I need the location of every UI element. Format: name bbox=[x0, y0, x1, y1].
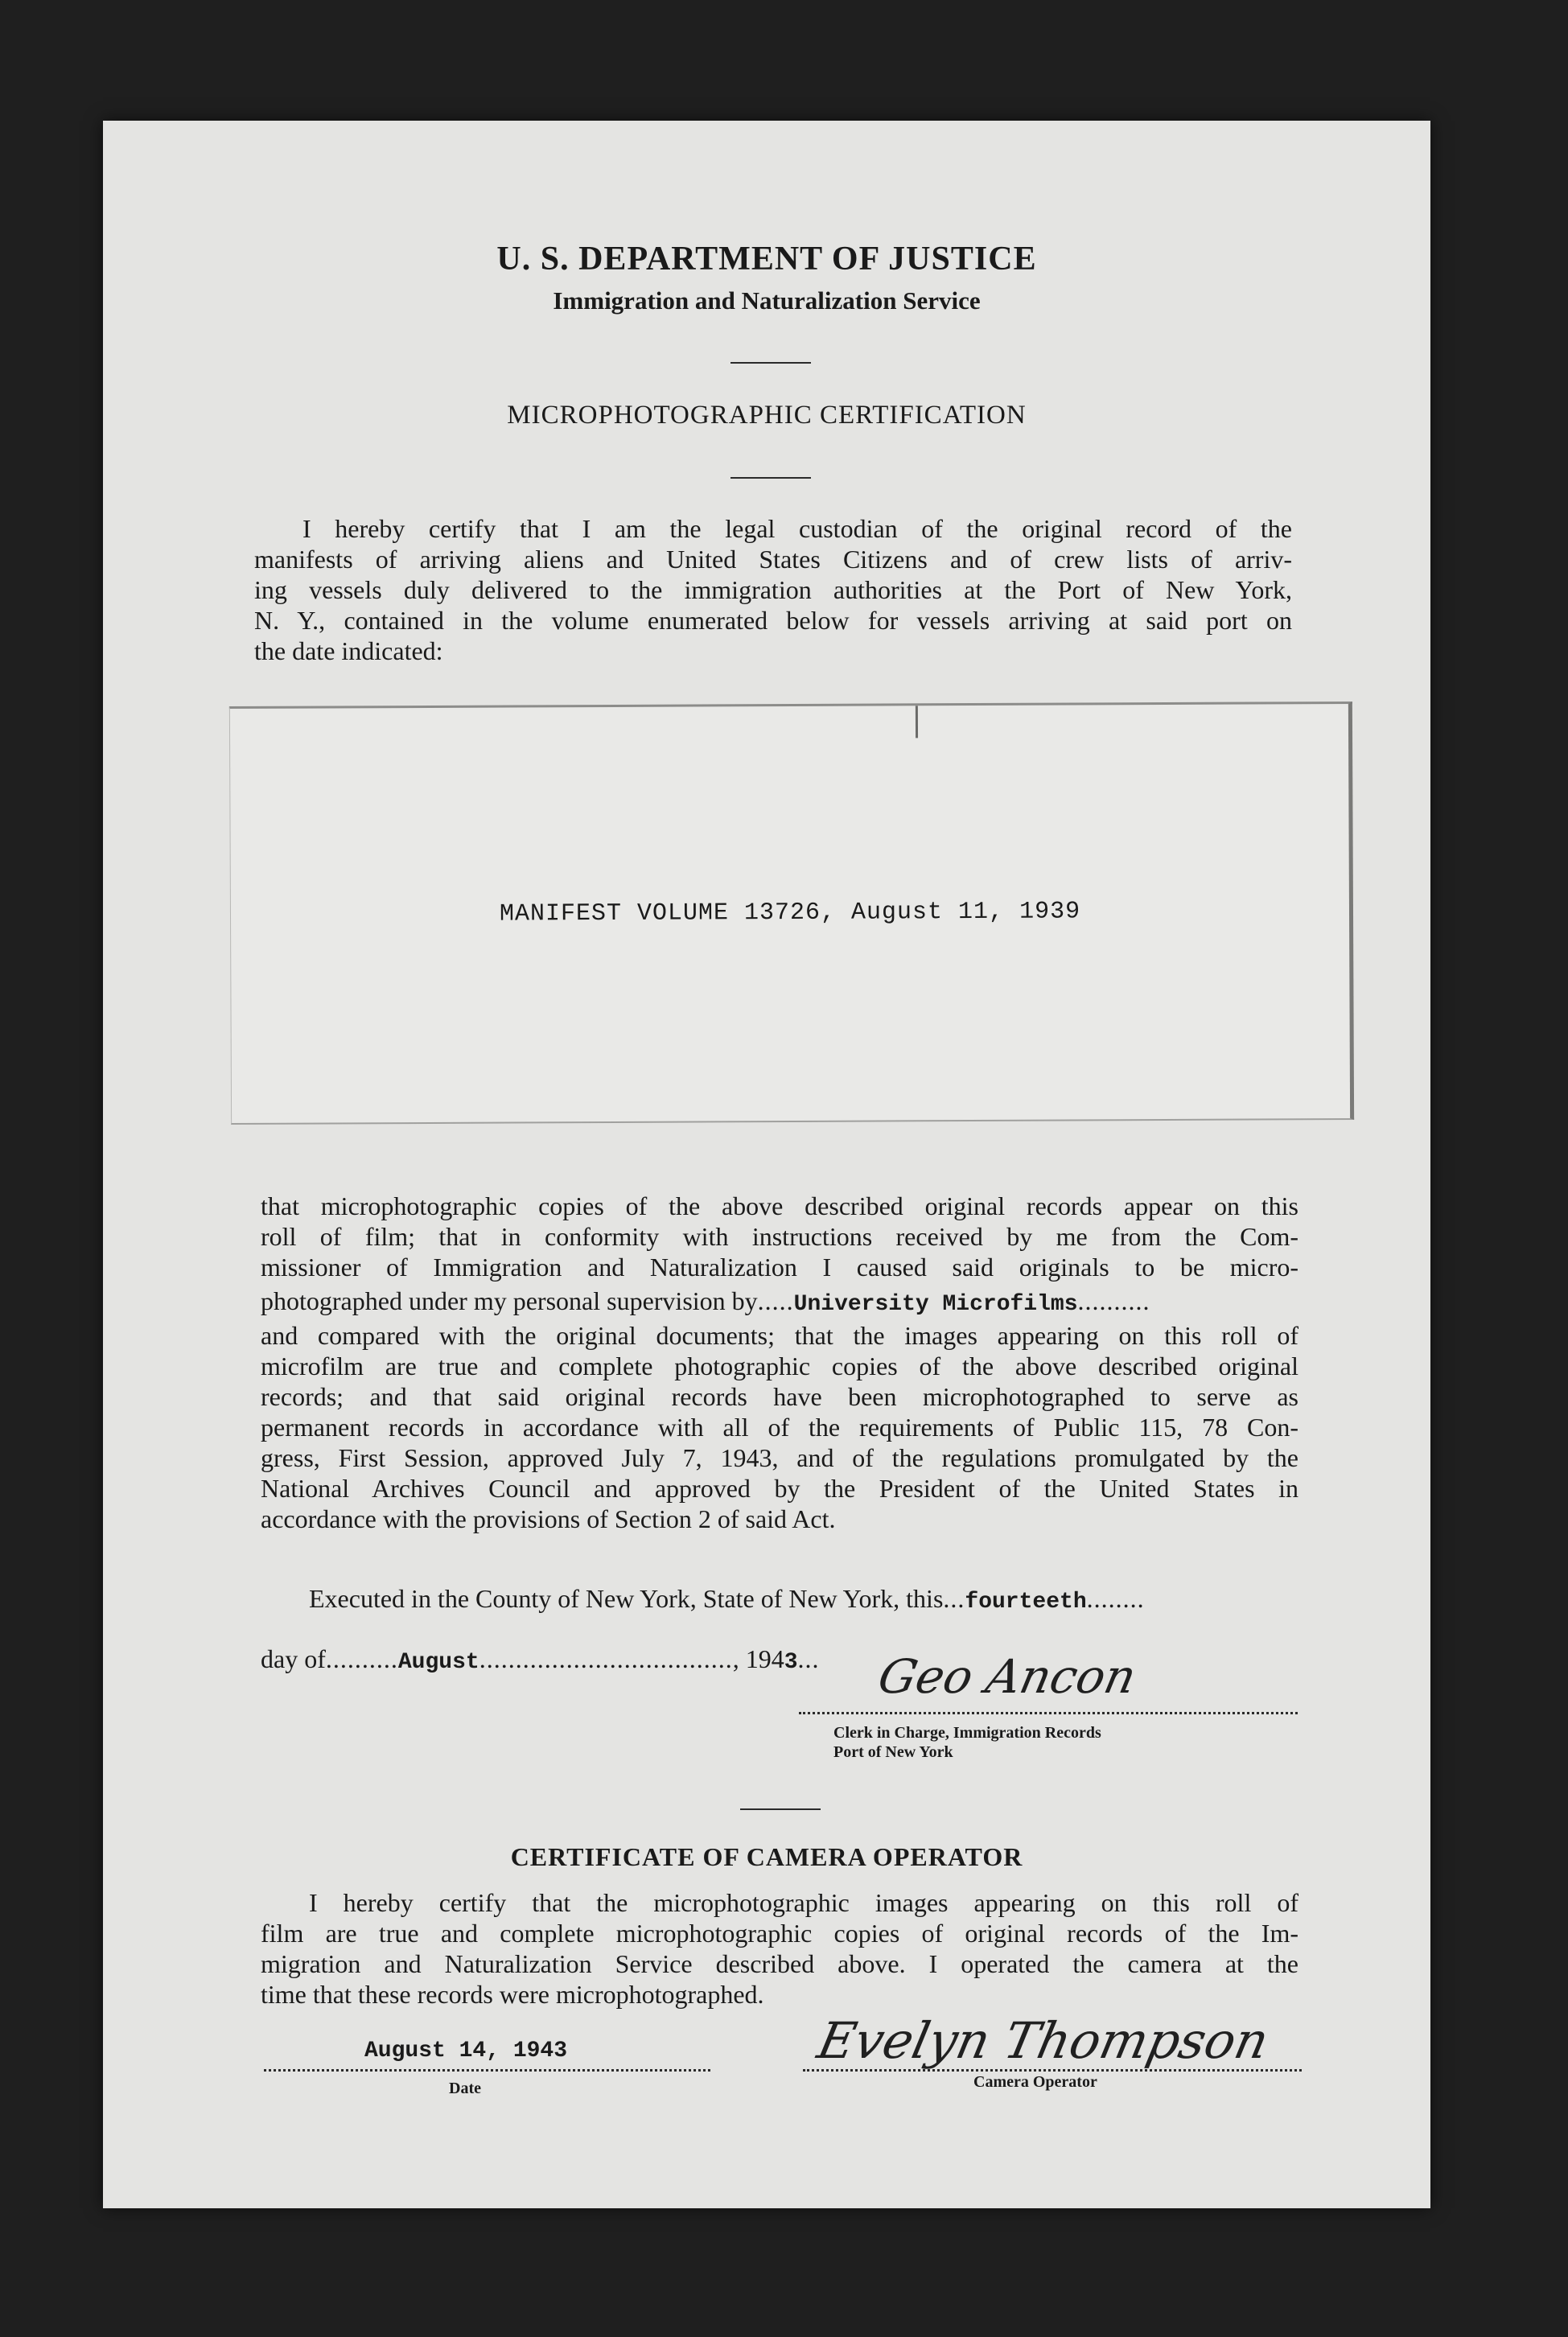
operator-date-label: Date bbox=[449, 2080, 481, 2097]
supervision-line: photographed under my personal supervision by.....University Microfilms.......... bbox=[261, 1286, 1150, 1317]
operator-line: migration and Naturalization Service described above. I operated the camera at the bbox=[261, 1949, 1298, 1978]
intro-line: N. Y., contained in the volume enumerated below for vessels arriving at said port on bbox=[254, 606, 1292, 635]
clerk-signature: Geo Ancon bbox=[873, 1649, 1142, 1704]
year-digit: 3 bbox=[784, 1650, 798, 1675]
execution-month: August bbox=[397, 1650, 479, 1675]
divider bbox=[730, 362, 811, 364]
service-heading: Immigration and Naturalization Service bbox=[553, 286, 981, 315]
manifest-card bbox=[229, 702, 1354, 1125]
operator-line: I hereby certify that the microphotographic images appearing on this roll of bbox=[309, 1888, 1298, 1917]
body-line: missioner of Immigration and Naturalization I caused said originals to be micro- bbox=[261, 1253, 1298, 1282]
execution-paragraph bbox=[261, 1583, 1298, 1678]
clerk-location: Port of New York bbox=[833, 1743, 953, 1761]
body-line: records; and that said original records have been microphotographed to serve as bbox=[261, 1382, 1298, 1411]
body-line: National Archives Council and approved by the President of the United States in bbox=[261, 1474, 1298, 1503]
body-line: accordance with the provisions of Section 2 of said Act. bbox=[261, 1504, 836, 1533]
execution-date-line: day of..........August..................................., 1943... bbox=[261, 1644, 820, 1675]
year-prefix: , 194 bbox=[732, 1644, 784, 1673]
body-line: microfilm are true and complete photographic copies of the above described original bbox=[261, 1352, 1298, 1380]
operator-paragraph bbox=[261, 1887, 1298, 2010]
clerk-signature-line bbox=[799, 1712, 1298, 1714]
operator-signature: Evelyn Thompson bbox=[813, 2011, 1274, 2070]
divider bbox=[730, 477, 811, 479]
department-heading: U. S. DEPARTMENT OF JUSTICE bbox=[496, 241, 1037, 278]
clerk-title-block bbox=[833, 1723, 1101, 1762]
body-line: that microphotographic copies of the above described original records appear on this bbox=[261, 1191, 1298, 1220]
body-line: permanent records in accordance with all of the requirements of Public 115, 78 Con- bbox=[261, 1413, 1298, 1442]
body-paragraph bbox=[261, 1191, 1298, 1534]
clerk-title: Clerk in Charge, Immigration Records bbox=[833, 1724, 1101, 1742]
body-line: roll of film; that in conformity with instructions received by me from the Com- bbox=[261, 1222, 1298, 1251]
operator-signature-line bbox=[803, 2069, 1302, 2072]
camera-operator-title: CERTIFICATE OF CAMERA OPERATOR bbox=[510, 1842, 1023, 1871]
intro-line: ing vessels duly delivered to the immigration authorities at the Port of New York, bbox=[254, 575, 1292, 604]
intro-line: the date indicated: bbox=[254, 636, 443, 665]
operator-date-value: August 14, 1943 bbox=[364, 2039, 568, 2063]
operator-line: film are true and complete microphotographic copies of original records of the Im- bbox=[261, 1919, 1298, 1948]
body-line: and compared with the original documents; that the images appearing on this roll of bbox=[261, 1321, 1298, 1350]
intro-paragraph bbox=[254, 513, 1292, 666]
divider bbox=[740, 1808, 821, 1810]
card-notch bbox=[916, 706, 918, 738]
supervisor-name: University Microfilms bbox=[793, 1292, 1078, 1317]
certification-title: MICROPHOTOGRAPHIC CERTIFICATION bbox=[507, 401, 1027, 430]
certificate-page bbox=[103, 121, 1430, 2208]
execution-line: Executed in the County of New York, State of New York, this...fourteeth........ bbox=[309, 1584, 1145, 1615]
execution-prefix: Executed in the County of New York, State of New York, this bbox=[309, 1584, 944, 1613]
manifest-volume-text: MANIFEST VOLUME 13726, August 11, 1939 bbox=[499, 898, 1081, 928]
supervision-prefix: photographed under my personal supervision by bbox=[261, 1286, 758, 1315]
execution-day: fourteeth bbox=[965, 1590, 1087, 1615]
day-of-label: day of bbox=[261, 1644, 326, 1673]
operator-role-label: Camera Operator bbox=[973, 2073, 1097, 2091]
intro-line: manifests of arriving aliens and United States Citizens and of crew lists of arriv- bbox=[254, 545, 1292, 574]
body-line: gress, First Session, approved July 7, 1943, and of the regulations promulgated by the bbox=[261, 1443, 1298, 1472]
operator-line: time that these records were microphotographed. bbox=[261, 1980, 764, 2009]
operator-date-line bbox=[264, 2069, 710, 2072]
intro-line: I hereby certify that I am the legal custodian of the original record of the bbox=[302, 514, 1292, 543]
